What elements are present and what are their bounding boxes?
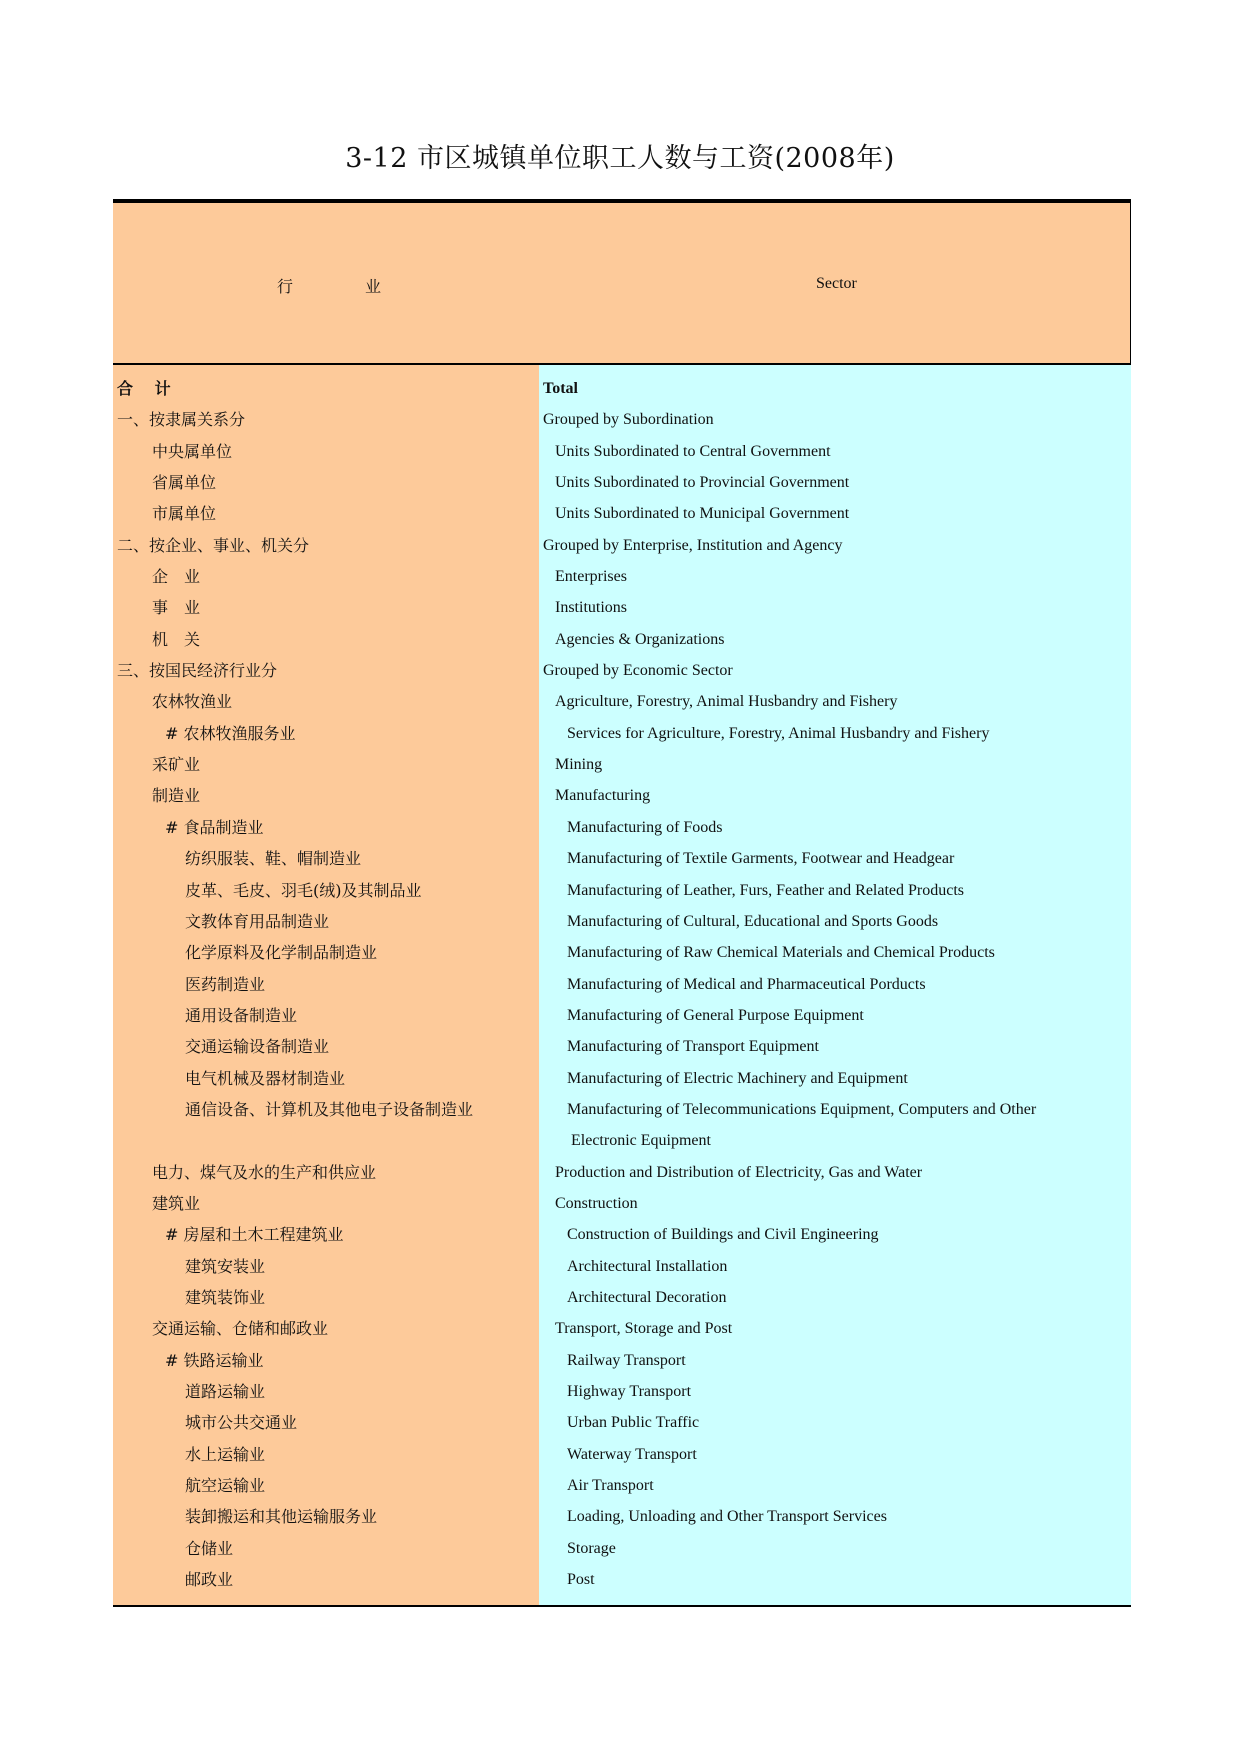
- page-title: 3-12 市区城镇单位职工人数与工资(2008年): [345, 143, 895, 174]
- row-en: Manufacturing of Telecommunications Equipment, Computers and Other: [567, 1100, 1037, 1118]
- row-cn: 医药制造业: [185, 974, 266, 994]
- row-cn: 农林牧渔业: [152, 692, 233, 712]
- row-en: Agriculture, Forestry, Animal Husbandry and Fishery: [555, 693, 898, 711]
- row-en: Manufacturing of Cultural, Educational and Sports Goods: [567, 912, 939, 930]
- row-cn: 水上运输业: [185, 1444, 266, 1464]
- row-cn: 文教体育用品制造业: [185, 911, 330, 931]
- row-cn: 电气机械及器材制造业: [185, 1068, 346, 1088]
- row-en: Manufacturing of Transport Equipment: [567, 1038, 819, 1056]
- row-en: Units Subordinated to Central Government: [555, 442, 831, 460]
- row-en-group-subordination: Grouped by Subordination: [543, 411, 714, 429]
- row-en: Architectural Decoration: [567, 1288, 727, 1306]
- table-header: [113, 199, 1131, 365]
- row-cn: 通信设备、计算机及其他电子设备制造业: [185, 1099, 474, 1119]
- header-sector-en: Sector: [816, 275, 857, 292]
- row-en-group-enterprise: Grouped by Enterprise, Institution and Agency: [543, 536, 843, 554]
- row-cn: 交通运输、仓储和邮政业: [152, 1319, 329, 1339]
- row-en: Enterprises: [555, 568, 627, 586]
- row-cn: 省属单位: [152, 473, 217, 493]
- row-en: Institutions: [555, 599, 628, 617]
- row-cn: 电力、煤气及水的生产和供应业: [152, 1162, 377, 1182]
- row-en: Loading, Unloading and Other Transport Services: [567, 1508, 887, 1526]
- row-cn: # 房屋和土木工程建筑业: [165, 1225, 344, 1245]
- row-en: Services for Agriculture, Forestry, Animal Husbandry and Fishery: [567, 724, 990, 742]
- row-en: Air Transport: [567, 1477, 654, 1495]
- row-cn-group-economic-sector: 三、按国民经济行业分: [117, 661, 278, 681]
- row-cn: 航空运输业: [185, 1476, 266, 1496]
- row-cn: 建筑业: [152, 1193, 201, 1213]
- row-cn-total: 合 计: [117, 379, 171, 398]
- row-en: Construction of Buildings and Civil Engineering: [567, 1226, 879, 1244]
- row-en: Units Subordinated to Provincial Government: [555, 474, 850, 492]
- sector-table: [113, 199, 1131, 1607]
- row-cn: 纺织服装、鞋、帽制造业: [185, 849, 362, 869]
- row-cn: # 铁路运输业: [165, 1350, 264, 1370]
- row-en: Architectural Installation: [567, 1257, 728, 1275]
- row-cn: 化学原料及化学制品制造业: [185, 943, 378, 963]
- row-en: Production and Distribution of Electricity, Gas and Water: [555, 1163, 923, 1181]
- row-en: Electronic Equipment: [571, 1132, 711, 1150]
- row-en: Agencies & Organizations: [555, 630, 725, 648]
- header-sector-cn-char-1: 行: [277, 277, 294, 296]
- chinese-sector-column: [113, 365, 539, 1605]
- row-cn: 道路运输业: [185, 1382, 266, 1401]
- row-cn: 仓储业: [185, 1538, 234, 1558]
- row-cn: 市属单位: [152, 504, 217, 524]
- english-sector-column: [539, 365, 1131, 1605]
- row-cn: 建筑装饰业: [185, 1287, 266, 1307]
- row-en: Units Subordinated to Municipal Government: [555, 505, 850, 523]
- row-cn-group-enterprise: 二、按企业、事业、机关分: [117, 535, 310, 555]
- row-en: Manufacturing of Medical and Pharmaceutical Porducts: [567, 975, 926, 993]
- row-en: Transport, Storage and Post: [555, 1320, 733, 1338]
- row-en: Mining: [555, 756, 603, 774]
- row-cn: 中央属单位: [152, 441, 233, 461]
- row-cn: 装卸搬运和其他运输服务业: [185, 1507, 378, 1527]
- row-en: Manufacturing of Electric Machinery and Equipment: [567, 1069, 908, 1087]
- row-cn: 邮政业: [185, 1570, 234, 1590]
- table-body: [113, 365, 1131, 1607]
- row-en: Manufacturing of Foods: [567, 818, 723, 836]
- row-cn-group-subordination: 一、按隶属关系分: [117, 410, 246, 430]
- row-cn-empty: [113, 1125, 539, 1156]
- row-en: Manufacturing of Textile Garments, Footwear and Headgear: [567, 850, 955, 868]
- row-en: Manufacturing of Leather, Furs, Feather and Related Products: [567, 881, 965, 899]
- row-cn: 建筑安装业: [185, 1256, 266, 1276]
- row-cn: 机 关: [152, 629, 201, 649]
- row-en: Highway Transport: [567, 1383, 692, 1400]
- row-cn: # 食品制造业: [165, 817, 264, 837]
- row-cn: 交通运输设备制造业: [185, 1037, 330, 1057]
- row-en: Waterway Transport: [567, 1445, 697, 1463]
- row-en: Manufacturing of General Purpose Equipment: [567, 1006, 864, 1024]
- header-sector-cn-char-2: 业: [365, 277, 382, 296]
- row-en: Urban Public Traffic: [567, 1414, 700, 1432]
- row-cn: 通用设备制造业: [185, 1005, 298, 1025]
- row-cn: 事 业: [152, 598, 201, 618]
- row-en: Manufacturing of Raw Chemical Materials and Chemical Products: [567, 944, 995, 962]
- header-sector-cn: [277, 274, 381, 297]
- row-cn: 皮革、毛皮、羽毛(绒)及其制品业: [185, 880, 422, 900]
- row-en: Railway Transport: [567, 1351, 686, 1369]
- row-cn: 企 业: [152, 567, 201, 587]
- row-en: Storage: [567, 1539, 616, 1557]
- row-en: Construction: [555, 1194, 638, 1212]
- row-en-total: Total: [543, 380, 578, 397]
- row-en: Manufacturing: [555, 787, 651, 805]
- row-cn: 城市公共交通业: [185, 1413, 298, 1433]
- row-en: Post: [567, 1571, 595, 1589]
- row-cn: 制造业: [152, 786, 201, 806]
- row-en-group-economic-sector: Grouped by Economic Sector: [543, 662, 733, 680]
- row-cn: # 农林牧渔服务业: [165, 723, 296, 743]
- row-cn: 采矿业: [152, 755, 201, 775]
